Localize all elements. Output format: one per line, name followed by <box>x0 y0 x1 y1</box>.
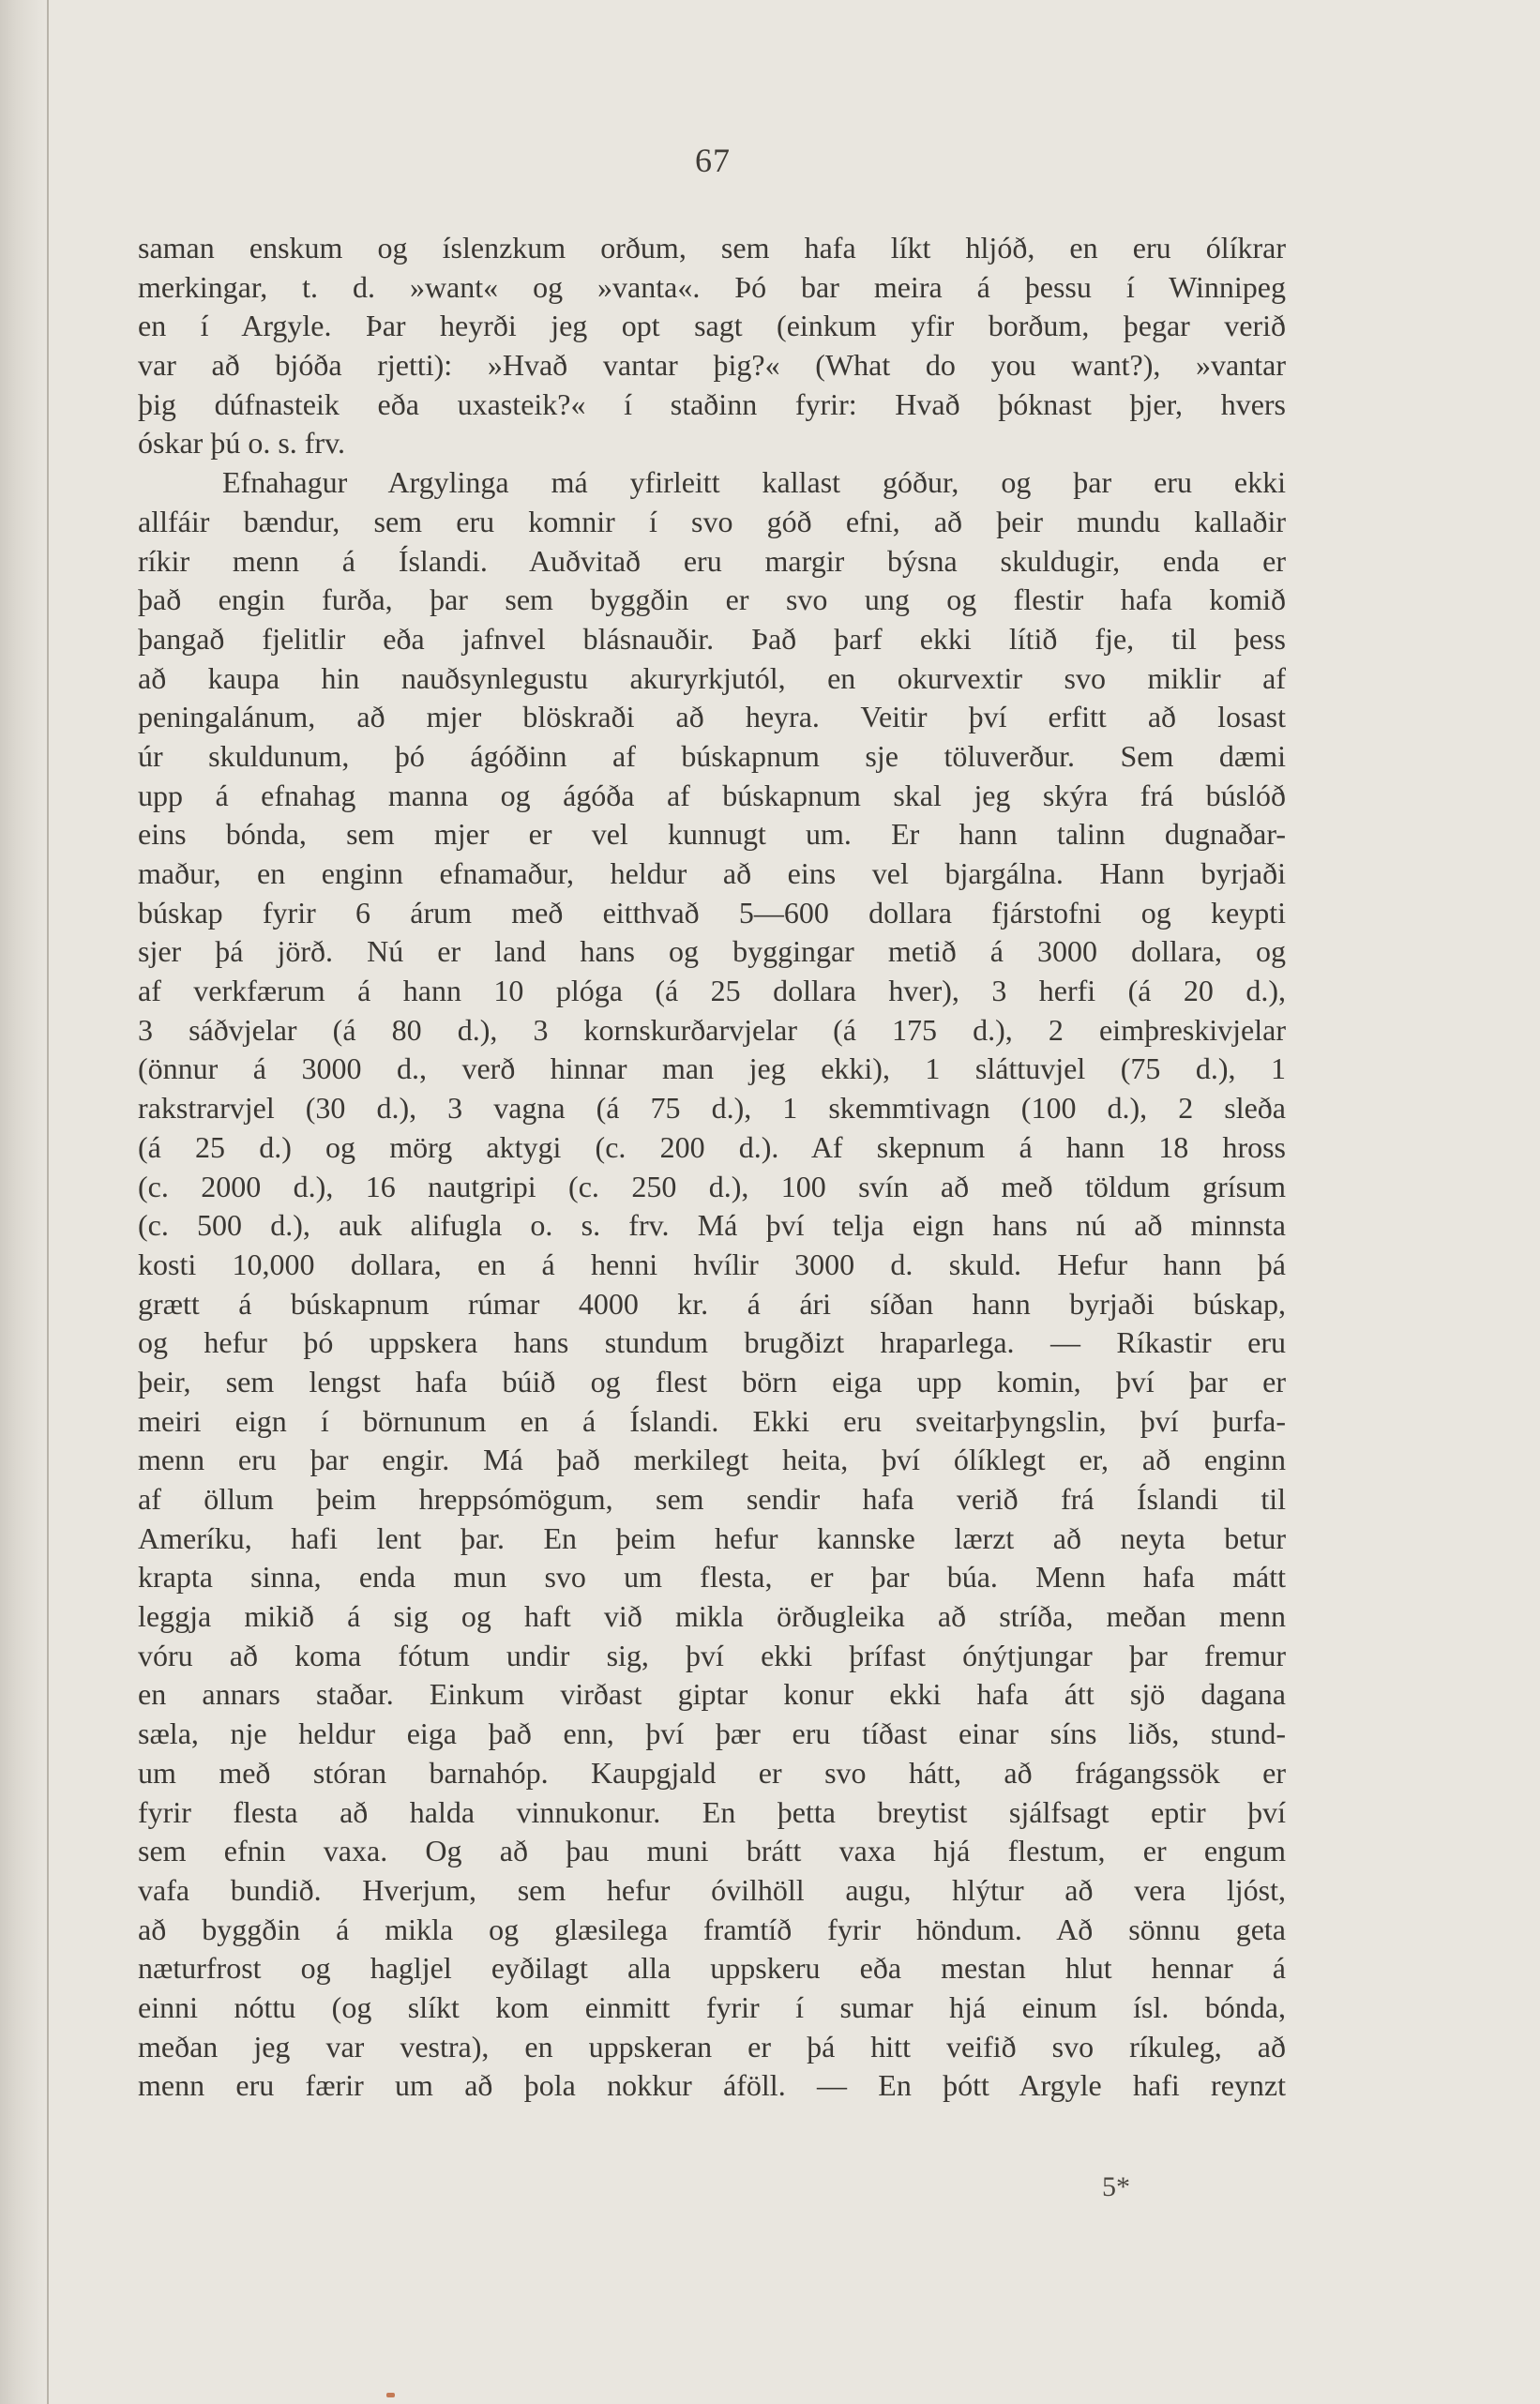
text-line: meðan jeg var vestra), en uppskeran er þá hitt veifið svo ríkuleg, að <box>138 2029 1286 2064</box>
text-line: næturfrost og hagljel eyðilagt alla uppskeru eða mestan hlut hennar á <box>138 1951 1286 1986</box>
text-line: grætt á búskapnum rúmar 4000 kr. á ári síðan hann byrjaði búskap, <box>138 1286 1286 1321</box>
text-line: rakstrarvjel (30 d.), 3 vagna (á 75 d.), 1 skemmtivagn (100 d.), 2 sleða <box>138 1091 1286 1126</box>
text-line: sæla, nje heldur eiga það enn, því þær eru tíðast einar síns liðs, stund- <box>138 1716 1286 1751</box>
text-line: saman enskum og íslenzkum orðum, sem hafa líkt hljóð, en eru ólíkrar <box>138 231 1286 265</box>
page-number: 67 <box>695 142 731 179</box>
text-line: óskar þú o. s. frv. <box>138 426 345 461</box>
text-line: fyrir flesta að halda vinnukonur. En þetta breytist sjálfsagt eptir því <box>138 1794 1286 1829</box>
text-line: úr skuldunum, þó ágóðinn af búskapnum sje töluverður. Sem dæmi <box>138 738 1286 773</box>
text-line: (á 25 d.) og mörg aktygi (c. 200 d.). Af skepnum á hann 18 hross <box>138 1129 1286 1164</box>
text-line: (önnur á 3000 d., verð hinnar man jeg ekki), 1 sláttuvjel (75 d.), 1 <box>138 1051 1286 1086</box>
text-line: (c. 500 d.), auk alifugla o. s. frv. Má því telja eign hans nú að minnsta <box>138 1208 1286 1243</box>
text-line: sem efnin vaxa. Og að þau muni brátt vaxa hjá flestum, er engum <box>138 1834 1286 1868</box>
text-line: þangað fjelitlir eða jafnvel blásnauðir. Það þarf ekki lítið fje, til þess <box>138 621 1286 656</box>
text-line: krapta sinna, enda mun svo um flesta, er þar búa. Menn hafa mátt <box>138 1560 1286 1595</box>
text-line: meiri eign í börnunum en á Íslandi. Ekki eru sveitarþyngslin, því þurfa- <box>138 1403 1286 1438</box>
text-line: að byggðin á mikla og glæsilega framtíð fyrir höndum. Að sönnu geta <box>138 1912 1286 1946</box>
text-line: einni nóttu (og slíkt kom einmitt fyrir í sumar hjá einum ísl. bónda, <box>138 1989 1286 2024</box>
scan-speck <box>386 2393 395 2397</box>
text-line: en annars staðar. Einkum virðast giptar konur ekki hafa átt sjö dagana <box>138 1677 1286 1712</box>
text-line: sjer þá jörð. Nú er land hans og byggingar metið á 3000 dollara, og <box>138 934 1286 969</box>
signature-mark: 5* <box>1102 2171 1130 2202</box>
text-line: kosti 10,000 dollara, en á henni hvílir 3000 d. skuld. Hefur hann þá <box>138 1247 1286 1281</box>
text-line: allfáir bændur, sem eru komnir í svo góð efni, að þeir mundu kallaðir <box>138 504 1286 538</box>
text-line: og hefur þó uppskera hans stundum brugðizt hraparlega. — Ríkastir eru <box>138 1325 1286 1360</box>
text-line: það engin furða, þar sem byggðin er svo ung og flestir hafa komið <box>138 582 1286 617</box>
text-line: leggja mikið á sig og haft við mikla örðugleika að stríða, meðan menn <box>138 1599 1286 1634</box>
text-line: menn eru færir um að þola nokkur áföll. — En þótt Argyle hafi reynzt <box>138 2068 1286 2103</box>
text-line: af verkfærum á hann 10 plóga (á 25 dollara hver), 3 herfi (á 20 d.), <box>138 974 1286 1008</box>
text-line: menn eru þar engir. Má það merkilegt heita, því ólíklegt er, að enginn <box>138 1443 1286 1477</box>
text-line: Ameríku, hafi lent þar. En þeim hefur kannske lærzt að neyta betur <box>138 1520 1286 1555</box>
text-line: að kaupa hin nauðsynlegustu akuryrkjutól, en okurvextir svo miklir af <box>138 660 1286 695</box>
text-line: þeir, sem lengst hafa búið og flest börn eiga upp komin, því þar er <box>138 1364 1286 1399</box>
text-line: upp á efnahag manna og ágóða af búskapnum skal jeg skýra frá búslóð <box>138 778 1286 812</box>
text-line: 3 sáðvjelar (á 80 d.), 3 kornskurðarvjelar (á 175 d.), 2 eimþreskivjelar <box>138 1012 1286 1047</box>
paragraph-start-line: Efnahagur Argylinga má yfirleitt kallast góður, og þar eru ekki <box>222 465 1286 500</box>
text-line: vafa bundið. Hverjum, sem hefur óvilhöll augu, hlýtur að vera ljóst, <box>138 1872 1286 1907</box>
text-line: var að bjóða rjetti): »Hvað vantar þig?« (What do you want?), »vantar <box>138 348 1286 383</box>
text-line: merkingar, t. d. »want« og »vanta«. Þó bar meira á þessu í Winnipeg <box>138 269 1286 304</box>
text-line: þig dúfnasteik eða uxasteik?« í staðinn fyrir: Hvað þóknast þjer, hvers <box>138 386 1286 421</box>
text-line: um með stóran barnahóp. Kaupgjald er svo hátt, að frágangssök er <box>138 1755 1286 1790</box>
body-text <box>138 229 1286 2106</box>
text-line: ríkir menn á Íslandi. Auðvitað eru margir býsna skuldugir, enda er <box>138 543 1286 578</box>
text-line: vóru að koma fótum undir sig, því ekki þrífast ónýtjungar þar fremur <box>138 1638 1286 1672</box>
text-line: maður, en enginn efnamaður, heldur að eins vel bjargálna. Hann byrjaði <box>138 856 1286 890</box>
text-line: af öllum þeim hreppsómögum, sem sendir hafa verið frá Íslandi til <box>138 1482 1286 1516</box>
text-line: búskap fyrir 6 árum með eitthvað 5—600 dollara fjárstofni og keypti <box>138 895 1286 930</box>
text-line: eins bónda, sem mjer er vel kunnugt um. Er hann talinn dugnaðar- <box>138 817 1286 852</box>
text-line: en í Argyle. Þar heyrði jeg opt sagt (einkum yfir borðum, þegar verið <box>138 309 1286 343</box>
text-line: (c. 2000 d.), 16 nautgripi (c. 250 d.), 100 svín að með töldum grísum <box>138 1169 1286 1203</box>
text-line: peningalánum, að mjer blöskraði að heyra. Veitir því erfitt að losast <box>138 700 1286 734</box>
